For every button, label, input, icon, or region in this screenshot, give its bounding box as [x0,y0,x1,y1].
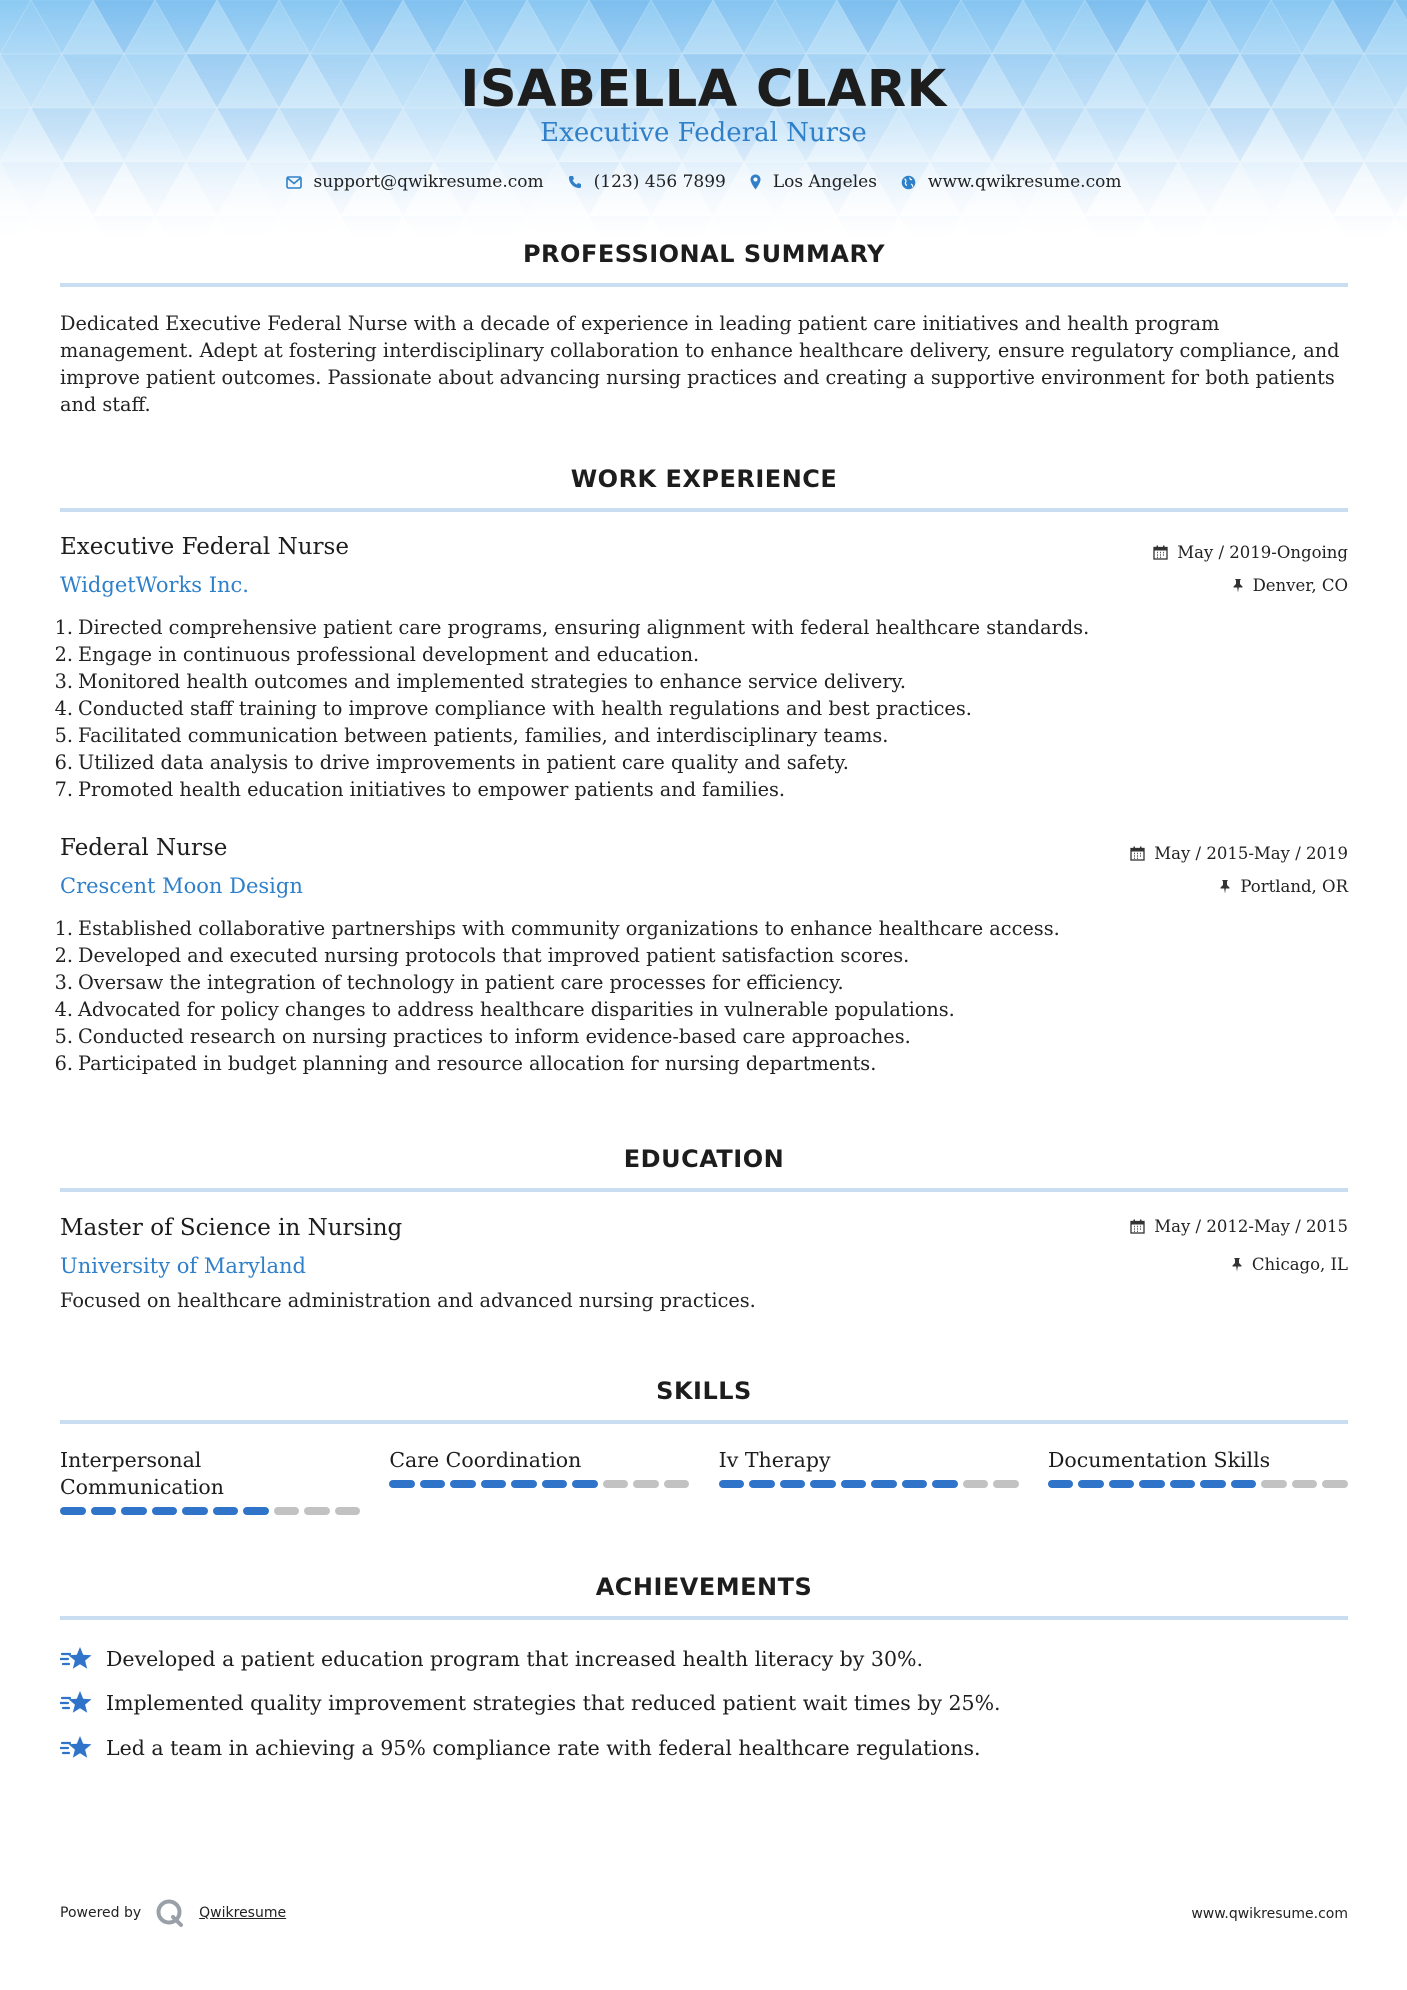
list-number: 7. [54,778,73,801]
contact-website[interactable] [901,172,1122,192]
contact-location [750,172,877,192]
rating-dot-filled [1078,1480,1104,1488]
list-text: Utilized data analysis to drive improvements in patient care quality and safety. [78,751,849,774]
rating-dot-filled [389,1480,415,1488]
list-item [48,749,1348,776]
skill-item [1048,1447,1348,1515]
job-location-text: Denver, CO [1252,576,1348,595]
skill-name: Care Coordination [389,1448,582,1472]
list-text: Advocated for policy changes to address healthcare disparities in vulnerable populations. [78,998,955,1021]
rating-dot-empty [304,1507,330,1515]
list-text: Monitored health outcomes and implemented strategies to enhance service delivery. [78,670,907,693]
list-number: 4. [54,998,73,1021]
rating-dot-filled [511,1480,537,1488]
rating-dot-filled [1139,1480,1165,1488]
list-item [48,996,1348,1023]
list-number: 6. [54,751,73,774]
rating-dot-filled [542,1480,568,1488]
achievement-item [60,1734,981,1762]
rating-dot-filled [780,1480,806,1488]
company-name[interactable]: WidgetWorks Inc. [60,573,249,597]
education-dates-text: May / 2012-May / 2015 [1154,1217,1348,1236]
section-divider [60,1616,1348,1620]
rating-dot-filled [932,1480,958,1488]
school-name[interactable]: University of Maryland [60,1254,306,1278]
achievement-text: Implemented quality improvement strategies that reduced patient wait times by 25%. [106,1691,1001,1715]
calendar-icon [1153,545,1168,560]
list-text: Established collaborative partnerships with community organizations to enhance healthcare access. [78,917,1060,940]
pushpin-icon [1231,1257,1243,1272]
achievement-text: Developed a patient education program that increased health literacy by 30%. [106,1647,923,1671]
skill-rating [719,1480,1019,1488]
rating-dot-filled [60,1507,86,1515]
map-marker-icon [750,174,761,190]
skill-name: Documentation Skills [1047,1448,1271,1472]
contact-phone[interactable] [568,172,726,192]
rating-dot-filled [121,1507,147,1515]
rating-dot-empty [664,1480,690,1488]
list-text: Developed and executed nursing protocols that improved patient satisfaction scores. [78,944,910,967]
rating-dot-empty [963,1480,989,1488]
footer-powered-by [60,1898,286,1928]
qwikresume-logo-icon [155,1898,185,1928]
star-icon [60,1689,94,1717]
rating-dot-empty [274,1507,300,1515]
rating-dot-filled [1231,1480,1257,1488]
rating-dot-filled [1109,1480,1135,1488]
list-number: 1. [54,917,73,940]
list-text: Participated in budget planning and resource allocation for nursing departments. [78,1052,877,1075]
calendar-icon [1130,846,1145,861]
calendar-icon [1130,1219,1145,1234]
phone-text: (123) 456 7899 [593,172,726,192]
job-dates-text: May / 2015-May / 2019 [1154,844,1348,863]
section-title-summary: PROFESSIONAL SUMMARY [522,240,886,268]
rating-dot-filled [719,1480,745,1488]
list-item [48,668,1348,695]
footer-brand-link[interactable]: Qwikresume [199,1905,287,1921]
list-item [48,641,1348,668]
skill-name: Interpersonal Communication [60,1448,224,1499]
achievement-item [60,1689,1001,1717]
list-number: 5. [54,724,73,747]
job-location [1219,877,1348,896]
job-dates [1130,844,1348,863]
list-text: Facilitated communication between patients, families, and interdisciplinary teams. [78,724,889,747]
list-item [48,969,1348,996]
skills-grid [60,1447,1348,1515]
list-text: Oversaw the integration of technology in patient care processes for efficiency. [78,971,844,994]
list-item [48,1023,1348,1050]
rating-dot-filled [1200,1480,1226,1488]
job-dates-text: May / 2019-Ongoing [1177,543,1348,562]
list-text: Conducted staff training to improve compliance with health regulations and best practices. [78,697,972,720]
education-location [1231,1255,1348,1274]
rating-dot-empty [1261,1480,1287,1488]
section-divider [60,1188,1348,1192]
section-title-skills: SKILLS [656,1377,752,1405]
education-dates [1130,1217,1348,1236]
section-title-achievements: ACHIEVEMENTS [595,1573,813,1601]
education-description: Focused on healthcare administration and advanced nursing practices. [60,1289,756,1312]
list-text: Promoted health education initiatives to empower patients and families. [78,778,786,801]
job-location [1232,576,1348,595]
degree-title: Master of Science in Nursing [60,1215,403,1241]
skill-item [60,1447,360,1515]
skill-name: Iv Therapy [718,1448,831,1472]
achievement-text: Led a team in achieving a 95% compliance rate with federal healthcare regulations. [106,1736,981,1760]
list-item [48,614,1348,641]
education-location-text: Chicago, IL [1251,1255,1348,1274]
footer-url[interactable]: www.qwikresume.com [1191,1906,1348,1922]
list-item [48,776,1348,803]
job-bullets [48,915,1348,1077]
rating-dot-filled [243,1507,269,1515]
section-title-work: WORK EXPERIENCE [570,465,838,493]
rating-dot-empty [1292,1480,1318,1488]
achievement-item [60,1645,923,1673]
skill-rating [60,1507,360,1515]
list-number: 1. [54,616,73,639]
company-name[interactable]: Crescent Moon Design [60,874,303,898]
job-title: Federal Nurse [60,835,228,861]
list-number: 2. [54,643,73,666]
rating-dot-filled [572,1480,598,1488]
list-number: 3. [54,971,73,994]
pushpin-icon [1219,879,1231,894]
star-icon [60,1645,94,1673]
list-number: 6. [54,1052,73,1075]
list-item [48,695,1348,722]
list-text: Directed comprehensive patient care programs, ensuring alignment with federal healthcare standards. [78,616,1090,639]
rating-dot-empty [603,1480,629,1488]
rating-dot-empty [1322,1480,1348,1488]
list-item [48,722,1348,749]
list-item [48,915,1348,942]
rating-dot-filled [481,1480,507,1488]
rating-dot-filled [871,1480,897,1488]
powered-by-label: Powered by [60,1905,142,1921]
phone-icon [568,175,582,189]
candidate-name: ISABELLA CLARK [460,60,947,119]
list-number: 5. [54,1025,73,1048]
section-divider [60,508,1348,512]
skill-rating [389,1480,689,1488]
email-text: support@qwikresume.com [313,172,544,192]
rating-dot-filled [810,1480,836,1488]
list-number: 4. [54,697,73,720]
rating-dot-filled [420,1480,446,1488]
skill-item [389,1447,689,1515]
rating-dot-filled [91,1507,117,1515]
job-title: Executive Federal Nurse [60,534,349,560]
rating-dot-filled [841,1480,867,1488]
job-bullets [48,614,1348,803]
rating-dot-filled [1170,1480,1196,1488]
envelope-icon [286,176,302,189]
rating-dot-empty [633,1480,659,1488]
list-text: Conducted research on nursing practices to inform evidence-based care approaches. [78,1025,911,1048]
skill-item [719,1447,1019,1515]
rating-dot-filled [152,1507,178,1515]
job-dates [1153,543,1348,562]
contact-email[interactable] [286,172,544,192]
rating-dot-filled [213,1507,239,1515]
list-number: 3. [54,670,73,693]
list-item [48,1050,1348,1077]
star-icon [60,1734,94,1762]
website-text: www.qwikresume.com [927,172,1122,192]
rating-dot-filled [182,1507,208,1515]
rating-dot-filled [450,1480,476,1488]
section-title-education: EDUCATION [623,1145,785,1173]
pushpin-icon [1232,578,1244,593]
job-location-text: Portland, OR [1240,877,1348,896]
section-divider [60,1420,1348,1424]
contact-bar [0,172,1407,192]
globe-icon [901,175,916,190]
section-divider [60,283,1348,287]
rating-dot-empty [993,1480,1019,1488]
candidate-role: Executive Federal Nurse [540,118,867,148]
rating-dot-empty [335,1507,361,1515]
rating-dot-filled [1048,1480,1074,1488]
rating-dot-filled [902,1480,928,1488]
list-number: 2. [54,944,73,967]
rating-dot-filled [749,1480,775,1488]
summary-text: Dedicated Executive Federal Nurse with a decade of experience in leading patient care initiatives and health program management. Adept at fostering interdisciplinary collaboration to enhance healthcare delivery, ensure regulatory compliance, and improve patient outcomes. Passionate about advancing nursing practices and creating a supportive environment for both patients and staff. [60,312,1340,416]
list-text: Engage in continuous professional development and education. [78,643,700,666]
location-text: Los Angeles [772,172,877,192]
skill-rating [1048,1480,1348,1488]
list-item [48,942,1348,969]
